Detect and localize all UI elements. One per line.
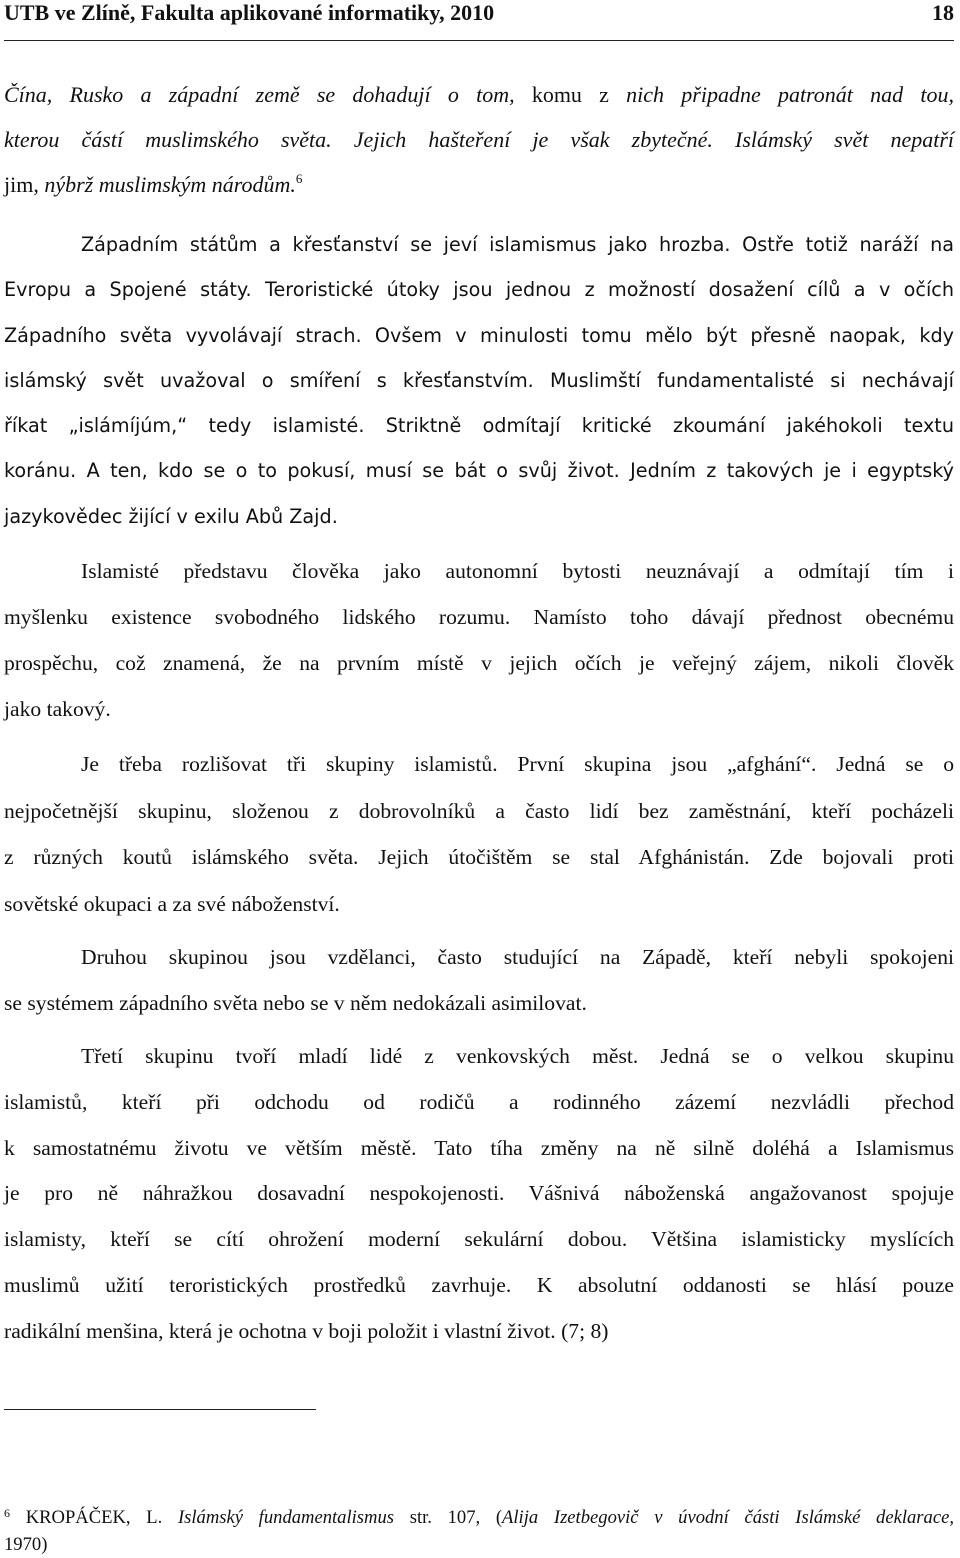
paragraph-line: muslimů užití teroristických prostředků zavrhuje. K absolutní oddanosti se hlásí pouze bbox=[4, 1272, 954, 1297]
paragraph-line: k samostatnému životu ve větším městě. Tato tíha změny na ně silně doléhá a Islamismus bbox=[4, 1135, 954, 1160]
paragraph-line: Druhou skupinou jsou vzdělanci, často studující na Západě, kteří nebyli spokojeni bbox=[81, 945, 954, 969]
paragraph-line: Evropu a Spojené státy. Teroristické útoky jsou jednou z možností dosažení cílů a v očích bbox=[4, 278, 954, 302]
paragraph-line: Islamisté představu člověka jako autonomní bytosti neuznávají a odmítají tím i bbox=[81, 559, 954, 583]
footnote-title: Islámský fundamentalismus bbox=[177, 1507, 395, 1528]
text-span: jim, bbox=[4, 172, 45, 197]
paragraph-line: radikální menšina, která je ochotna v boji položit i vlastní život. (7; 8) bbox=[4, 1318, 609, 1343]
paragraph-line: nejpočetnější skupinu, složenou z dobrovolníků a často lidí bez zaměstnání, kteří pocházeli bbox=[4, 798, 954, 823]
paragraph-line: kterou částí muslimského světa. Jejich hašteření je však zbytečné. Islámský svět nepatří bbox=[4, 127, 954, 152]
italic-text: nýbrž muslimským národům. bbox=[44, 172, 296, 197]
paragraph-line: sovětské okupaci a za své náboženství. bbox=[4, 891, 340, 916]
paragraph-line: jako takový. bbox=[4, 697, 111, 721]
paragraph-line bbox=[4, 72, 954, 117]
paragraph-line: je pro ně náhražkou dosavadní nespokojenosti. Vášnivá náboženská angažovanost spojuje bbox=[4, 1181, 954, 1206]
footnote-italic: Alija Izetbegovič v úvodní části Islámské deklarace, bbox=[502, 1507, 954, 1528]
paragraph-line: říkat „islámíjúm,“ tedy islamisté. Striktně odmítají kritické zkoumání jakéhokoli textu bbox=[4, 414, 954, 438]
paragraph-line: prospěchu, což znamená, že na prvním místě v jejich očích je veřejný zájem, nikoli člověk bbox=[4, 651, 954, 675]
paragraph-6 bbox=[4, 1034, 954, 1355]
paragraph-line: Západním státům a křesťanství se jeví islamismus jako hrozba. Ostře totiž naráží na bbox=[81, 233, 954, 256]
paragraph-line: z různých koutů islámského světa. Jejich útočištěm se stal Afghánistán. Zde bojovali proti bbox=[4, 845, 954, 869]
paragraph-line: islámský svět uvažoval o smíření s křesťanstvím. Muslimští fundamentalisté si nechávají bbox=[4, 368, 954, 392]
italic-text: nich připadne patronát nad tou, bbox=[626, 82, 954, 107]
paragraph-line: Západního světa vyvolávají strach. Ovšem v minulosti tomu mělo být přesně naopak, kdy bbox=[4, 323, 954, 347]
paragraph-line bbox=[4, 162, 954, 207]
header-title: UTB ve Zlíně, Fakulta aplikované informatiky, 2010 bbox=[4, 0, 495, 25]
paragraph-line: islamisty, kteří se cítí ohrožení moderní sekulární dobou. Většina islamisticky myslících bbox=[4, 1227, 954, 1252]
footnote-text: str. 107, ( bbox=[394, 1507, 503, 1528]
paragraph-line: myšlenku existence svobodného lidského rozumu. Namísto toho dávají přednost obecnému bbox=[4, 605, 954, 629]
paragraph-line: Třetí skupinu tvoří mladí lidé z venkovských měst. Jedná se o velkou skupinu bbox=[81, 1044, 954, 1068]
paragraph-1 bbox=[4, 72, 954, 207]
paragraph-line: jazykovědec žijící v exilu Abů Zajd. bbox=[4, 504, 338, 528]
page-number: 18 bbox=[932, 0, 954, 25]
paragraph-line: koránu. A ten, kdo se o to pokusí, musí se bát o svůj život. Jedním z takových je i egyptský bbox=[4, 459, 954, 483]
paragraph-line: se systémem západního světa nebo se v něm nedokázali asimilovat. bbox=[4, 991, 587, 1015]
footnote bbox=[4, 1504, 954, 1558]
footnote-line: 1970) bbox=[4, 1534, 48, 1555]
footnote-line bbox=[4, 1504, 954, 1531]
paragraph-3 bbox=[4, 548, 954, 732]
footnote-separator bbox=[4, 1409, 316, 1410]
footnote-author: KROPÁČEK, L. bbox=[10, 1507, 178, 1528]
footnote-ref[interactable]: 6 bbox=[295, 171, 303, 186]
paragraph-2 bbox=[4, 222, 954, 539]
paragraph-line: islamistů, kteří při odchodu od rodičů a rodinného zázemí nezvládli přechod bbox=[4, 1089, 954, 1114]
footnote-number: 6 bbox=[4, 1506, 10, 1520]
italic-text: Čína, Rusko a západní země se dohadují o tom, bbox=[4, 82, 515, 107]
page-header bbox=[4, 0, 954, 41]
paragraph-5 bbox=[4, 934, 954, 1026]
text-span: komu z bbox=[514, 82, 627, 107]
paragraph-line: Je třeba rozlišovat tři skupiny islamistů. První skupina jsou „afghání“. Jedná se o bbox=[81, 752, 954, 776]
paragraph-4 bbox=[4, 741, 954, 927]
